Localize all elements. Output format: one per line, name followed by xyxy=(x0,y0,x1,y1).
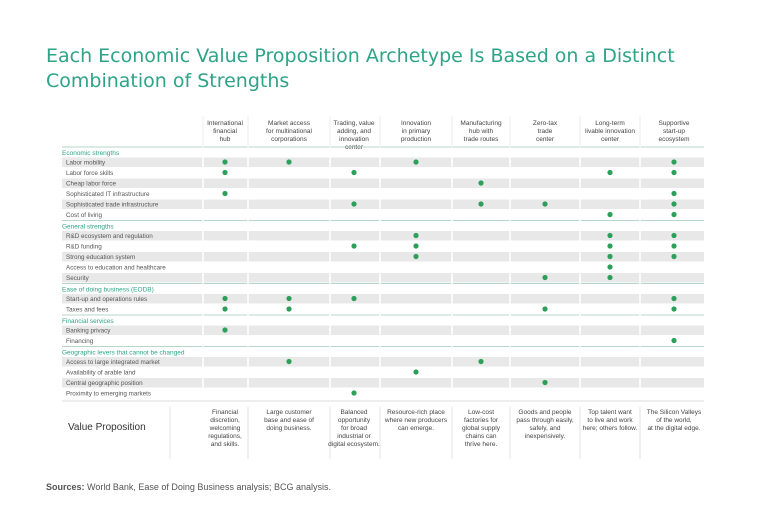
column-header: Manufacturing hub with trade routes xyxy=(460,120,502,143)
group-label: Economic strengths xyxy=(62,150,120,157)
row-shade xyxy=(62,378,704,388)
strength-dot xyxy=(478,180,483,185)
row-label: Proximity to emerging markets xyxy=(66,390,152,398)
strength-dot xyxy=(607,170,612,175)
row-shade xyxy=(62,294,704,304)
group-label: Financial services xyxy=(62,318,114,325)
strength-dot xyxy=(286,359,291,364)
value-proposition-text: Financial discretion, welcoming regulations, and skills. xyxy=(208,409,242,448)
strength-dot xyxy=(607,275,612,280)
value-proposition-text: The Silicon Valleys of the world, at the digital edge. xyxy=(646,409,702,432)
column-header: Innovation in primary production xyxy=(400,120,432,143)
strength-dot xyxy=(671,170,676,175)
column-header: Market access for multinational corporations xyxy=(266,120,312,143)
row-label: Banking privacy xyxy=(66,327,111,335)
row-label: Security xyxy=(66,275,89,282)
row-label: Start-up and operations rules xyxy=(66,296,148,303)
strength-dot xyxy=(542,275,547,280)
strength-dot xyxy=(542,306,547,311)
value-proposition-text: Top talent want to live and work here; others follow. xyxy=(582,409,638,432)
value-proposition-text: Resource-rich place where new producers can emerge. xyxy=(384,409,448,432)
strength-dot xyxy=(542,201,547,206)
strength-dot xyxy=(607,212,612,217)
strength-dot xyxy=(671,201,676,206)
strength-dot xyxy=(413,369,418,374)
source-text: World Bank, Ease of Doing Business analysis; BCG analysis. xyxy=(87,482,331,492)
strength-dot xyxy=(351,243,356,248)
value-proposition-text: Low-cost factories for global supply chains can thrive here. xyxy=(462,409,500,448)
row-label: Cheap labor force xyxy=(66,180,117,188)
strength-dot xyxy=(671,306,676,311)
row-shade xyxy=(62,158,704,168)
strength-dot xyxy=(351,296,356,301)
group-label: Geographic levers that cannot be changed xyxy=(62,349,185,357)
strength-dot xyxy=(286,159,291,164)
strength-dot xyxy=(413,243,418,248)
strength-dot xyxy=(607,254,612,259)
row-label: Access to large integrated market xyxy=(66,359,160,366)
strength-dot xyxy=(671,191,676,196)
strength-dot xyxy=(607,233,612,238)
column-header: Supportive start-up ecosystem xyxy=(658,120,690,143)
source-label: Sources: xyxy=(46,482,85,492)
row-label: Sophisticated IT infrastructure xyxy=(66,191,150,198)
row-label: Strong education system xyxy=(66,254,136,261)
strength-dot xyxy=(413,254,418,259)
row-label: R&D funding xyxy=(66,243,102,251)
row-label: R&D ecosystem and regulation xyxy=(66,233,153,240)
chart-title: Each Economic Value Proposition Archetype Is Based on a Distinct Combination of Strengths xyxy=(46,45,675,92)
value-proposition-label: Value Proposition xyxy=(68,422,146,433)
row-label: Central geographic position xyxy=(66,380,143,387)
row-shade xyxy=(62,179,704,189)
strength-dot xyxy=(222,170,227,175)
strength-dot xyxy=(671,233,676,238)
value-proposition-text: Goods and people pass through easily, safely, and inexpensively. xyxy=(516,409,574,440)
strength-dot xyxy=(413,159,418,164)
strength-dot xyxy=(351,170,356,175)
strength-dot xyxy=(607,264,612,269)
strength-dot xyxy=(671,254,676,259)
strength-dot xyxy=(222,306,227,311)
strength-dot xyxy=(286,306,291,311)
strength-dot xyxy=(351,201,356,206)
value-proposition-text: Balanced opportunity for broad industrial or digital ecosystem. xyxy=(328,409,380,448)
strength-dot xyxy=(351,390,356,395)
strength-dot xyxy=(222,327,227,332)
row-label: Sophisticated trade infrastructure xyxy=(66,201,159,209)
strength-dot xyxy=(286,296,291,301)
column-header: Zero-tax trade center xyxy=(532,120,558,143)
strength-dot xyxy=(222,159,227,164)
row-label: Cost of living xyxy=(66,212,103,219)
strength-dot xyxy=(671,212,676,217)
row-shade xyxy=(62,326,704,336)
row-label: Taxes and fees xyxy=(66,306,109,314)
strength-dot xyxy=(542,380,547,385)
strength-dot xyxy=(478,201,483,206)
strength-dot xyxy=(671,296,676,301)
row-label: Labor mobility xyxy=(66,159,106,167)
strength-dot xyxy=(222,191,227,196)
column-header: Long-term livable innovation center xyxy=(585,120,635,143)
row-label: Financing xyxy=(66,338,94,345)
strength-dot xyxy=(671,159,676,164)
value-proposition-text: Large customer base and ease of doing business. xyxy=(264,409,314,432)
column-header: Trading, value adding, and innovation center xyxy=(333,120,375,151)
strength-dot xyxy=(671,338,676,343)
source-note xyxy=(46,482,331,492)
strength-dot xyxy=(671,243,676,248)
row-label: Labor force skills xyxy=(66,170,114,177)
group-label: Ease of doing business (EODB) xyxy=(62,286,154,294)
strength-dot xyxy=(222,296,227,301)
column-header: International financial hub xyxy=(207,120,243,143)
strength-dot xyxy=(478,359,483,364)
row-label: Access to education and healthcare xyxy=(66,264,166,272)
strength-dot xyxy=(607,243,612,248)
row-label: Availability of arable land xyxy=(66,369,136,377)
group-label: General strengths xyxy=(62,223,114,231)
strength-dot xyxy=(413,233,418,238)
